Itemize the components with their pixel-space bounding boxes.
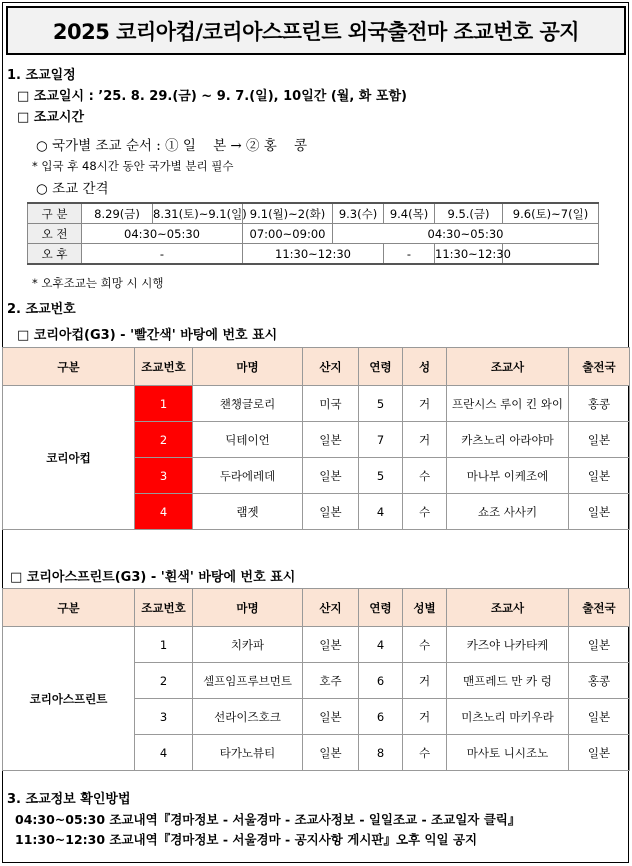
afternoon-note: * 오후조교는 희망 시 시행 bbox=[32, 276, 164, 290]
schedule-cell: - bbox=[384, 244, 435, 265]
table-row bbox=[3, 386, 630, 422]
schedule-am-row bbox=[28, 224, 599, 244]
schedule-header-cell: 9.3(수) bbox=[333, 203, 384, 224]
age: 4 bbox=[359, 627, 403, 663]
sex: 수 bbox=[403, 735, 447, 771]
origin: 일본 bbox=[303, 735, 359, 771]
trainer: 미츠노리 마키우라 bbox=[447, 699, 569, 735]
training-number: 3 bbox=[135, 699, 193, 735]
country-order: ○ 국가별 조교 순서 : ① 일 본 → ② 홍 콩 bbox=[36, 138, 308, 154]
horse-name: 선라이즈호크 bbox=[193, 699, 303, 735]
column-header: 마명 bbox=[193, 348, 303, 386]
trainer: 카즈야 나카타케 bbox=[447, 627, 569, 663]
schedule-cell: 11:30~12:30 bbox=[243, 244, 384, 265]
schedule-header-cell: 9.4(목) bbox=[384, 203, 435, 224]
sex: 수 bbox=[403, 494, 447, 530]
column-header: 마명 bbox=[193, 589, 303, 627]
schedule-cell: 07:00~09:00 bbox=[243, 224, 333, 244]
sex: 거 bbox=[403, 422, 447, 458]
horse-name: 딕테이언 bbox=[193, 422, 303, 458]
training-number: 2 bbox=[135, 422, 193, 458]
country: 일본 bbox=[569, 422, 630, 458]
age: 8 bbox=[359, 735, 403, 771]
country: 홍콩 bbox=[569, 386, 630, 422]
origin: 호주 bbox=[303, 663, 359, 699]
country: 홍콩 bbox=[569, 663, 630, 699]
category-cell: 코리아스프린트 bbox=[3, 627, 135, 771]
schedule-header-row bbox=[28, 203, 599, 224]
schedule-pm-row bbox=[28, 244, 599, 265]
schedule-cell: 11:30~12:30 bbox=[435, 244, 503, 265]
schedule-cell bbox=[503, 244, 599, 265]
trainer: 마나부 이케조에 bbox=[447, 458, 569, 494]
origin: 일본 bbox=[303, 699, 359, 735]
sex: 수 bbox=[403, 458, 447, 494]
schedule-header-cell: 9.5.(금) bbox=[435, 203, 503, 224]
column-header: 성 bbox=[403, 348, 447, 386]
column-header: 출전국 bbox=[569, 348, 630, 386]
section2-heading: 2. 조교번호 bbox=[7, 302, 76, 317]
age: 7 bbox=[359, 422, 403, 458]
page-title: 2025 코리아컵/코리아스프린트 외국출전마 조교번호 공지 bbox=[6, 6, 626, 55]
sex: 거 bbox=[403, 386, 447, 422]
column-header: 조교사 bbox=[447, 348, 569, 386]
origin: 미국 bbox=[303, 386, 359, 422]
horse-name: 램젯 bbox=[193, 494, 303, 530]
sex: 거 bbox=[403, 699, 447, 735]
schedule-am-label: 오 전 bbox=[28, 224, 82, 244]
country: 일본 bbox=[569, 494, 630, 530]
training-number: 3 bbox=[135, 458, 193, 494]
origin: 일본 bbox=[303, 422, 359, 458]
schedule-header-cell: 8.31(토)~9.1(일) bbox=[153, 203, 243, 224]
quarantine-note: * 입국 후 48시간 동안 국가별 분리 필수 bbox=[32, 159, 234, 173]
table-row bbox=[3, 627, 630, 663]
horse-name: 두라에레데 bbox=[193, 458, 303, 494]
column-header: 구분 bbox=[3, 589, 135, 627]
section3-heading: 3. 조교정보 확인방법 bbox=[7, 792, 131, 807]
column-header: 조교번호 bbox=[135, 348, 193, 386]
age: 5 bbox=[359, 386, 403, 422]
trainer: 프란시스 루이 킨 와이 bbox=[447, 386, 569, 422]
column-header: 조교사 bbox=[447, 589, 569, 627]
training-number: 1 bbox=[135, 627, 193, 663]
training-number: 1 bbox=[135, 386, 193, 422]
schedule-cell: 04:30~05:30 bbox=[333, 224, 599, 244]
schedule-header-cell: 9.6(토)~7(일) bbox=[503, 203, 599, 224]
age: 5 bbox=[359, 458, 403, 494]
sprint-header-row bbox=[3, 589, 630, 627]
schedule-time-heading: □ 조교시간 bbox=[17, 110, 85, 125]
horse-name: 타가노뷰티 bbox=[193, 735, 303, 771]
trainer: 맨프레드 만 카 렁 bbox=[447, 663, 569, 699]
age: 6 bbox=[359, 663, 403, 699]
sprint-heading: □ 코리아스프린트(G3) - '흰색' 바탕에 번호 표시 bbox=[10, 570, 296, 585]
cup-header-row bbox=[3, 348, 630, 386]
trainer: 마사토 니시조노 bbox=[447, 735, 569, 771]
column-header: 연령 bbox=[359, 348, 403, 386]
horse-name: 셀프임프루브먼트 bbox=[193, 663, 303, 699]
column-header: 연령 bbox=[359, 589, 403, 627]
column-header: 구분 bbox=[3, 348, 135, 386]
schedule-table bbox=[27, 202, 599, 265]
sex: 수 bbox=[403, 627, 447, 663]
age: 6 bbox=[359, 699, 403, 735]
horse-name: 챈챙글로리 bbox=[193, 386, 303, 422]
sex: 거 bbox=[403, 663, 447, 699]
column-header: 출전국 bbox=[569, 589, 630, 627]
origin: 일본 bbox=[303, 458, 359, 494]
category-cell: 코리아컵 bbox=[3, 386, 135, 530]
schedule-cell: - bbox=[82, 244, 243, 265]
schedule-pm-label: 오 후 bbox=[28, 244, 82, 265]
column-header: 산지 bbox=[303, 348, 359, 386]
interval-heading: ○ 조교 간격 bbox=[36, 181, 109, 197]
schedule-dates: □ 조교일시 : ’25. 8. 29.(금) ~ 9. 7.(일), 10일간 (월, 화 포함) bbox=[17, 89, 407, 104]
age: 4 bbox=[359, 494, 403, 530]
sprint-table bbox=[2, 588, 630, 771]
column-header: 산지 bbox=[303, 589, 359, 627]
training-number: 2 bbox=[135, 663, 193, 699]
country: 일본 bbox=[569, 458, 630, 494]
info-line-1: 04:30~05:30 조교내역『경마정보 - 서울경마 - 조교사정보 - 일일조교 - 조교일자 클릭』 bbox=[15, 812, 521, 827]
info-line-2: 11:30~12:30 조교내역『경마정보 - 서울경마 - 공지사항 게시판』오후 익일 공지 bbox=[15, 832, 478, 847]
schedule-cell: 04:30~05:30 bbox=[82, 224, 243, 244]
trainer: 쇼조 사사키 bbox=[447, 494, 569, 530]
schedule-header-cell: 9.1(월)~2(화) bbox=[243, 203, 333, 224]
schedule-header-cell: 구 분 bbox=[28, 203, 82, 224]
training-number: 4 bbox=[135, 494, 193, 530]
country: 일본 bbox=[569, 735, 630, 771]
trainer: 카츠노리 아라야마 bbox=[447, 422, 569, 458]
country: 일본 bbox=[569, 627, 630, 663]
cup-table bbox=[2, 347, 630, 530]
origin: 일본 bbox=[303, 627, 359, 663]
column-header: 성별 bbox=[403, 589, 447, 627]
training-number: 4 bbox=[135, 735, 193, 771]
column-header: 조교번호 bbox=[135, 589, 193, 627]
cup-heading: □ 코리아컵(G3) - '빨간색' 바탕에 번호 표시 bbox=[17, 328, 278, 343]
schedule-header-cell: 8.29(금) bbox=[82, 203, 153, 224]
country: 일본 bbox=[569, 699, 630, 735]
origin: 일본 bbox=[303, 494, 359, 530]
section1-heading: 1. 조교일정 bbox=[7, 68, 76, 83]
horse-name: 치카파 bbox=[193, 627, 303, 663]
